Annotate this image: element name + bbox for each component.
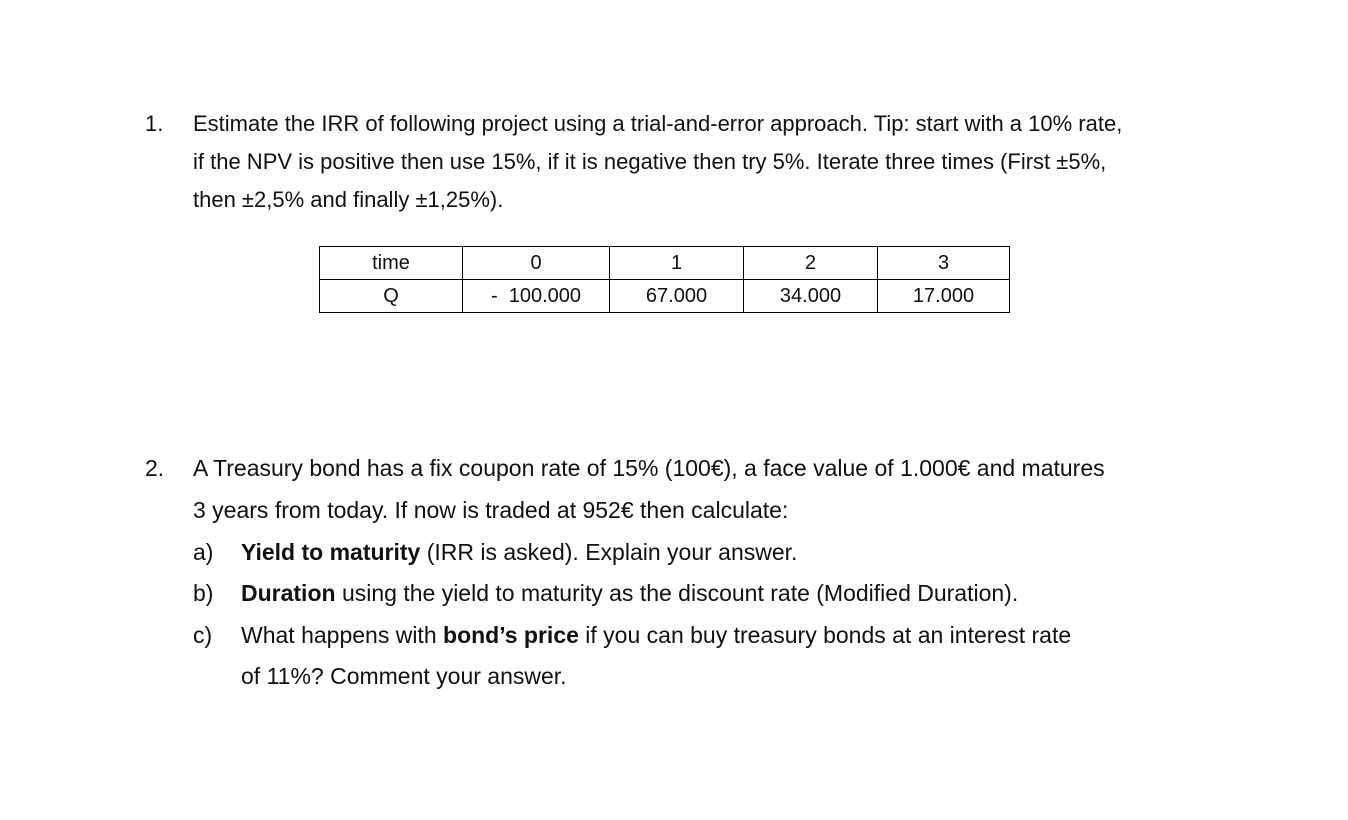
table-cell: - 100.000	[463, 280, 610, 313]
subquestion-c-line-2: of 11%? Comment your answer.	[241, 663, 567, 689]
subquestion-b-label: b)	[193, 580, 214, 606]
table-row-q	[320, 280, 1010, 313]
question-1-line-1: Estimate the IRR of following project using a trial-and-error approach. Tip: start with a 10% rate,	[193, 111, 1123, 136]
subquestion-a-text	[241, 539, 797, 566]
subquestion-a-bold: Yield to maturity	[241, 539, 421, 565]
table-cell: 0	[463, 247, 610, 280]
table-cell: 17.000	[878, 280, 1010, 313]
subquestion-a-label: a)	[193, 539, 214, 565]
subquestion-c-rest: if you can buy treasury bonds at an interest rate	[578, 622, 1072, 648]
subquestion-a-rest: (IRR is asked). Explain your answer.	[420, 539, 798, 565]
cash-flow-table	[319, 246, 1010, 313]
table-cell: Q	[320, 280, 463, 313]
subquestion-c-text	[241, 622, 1071, 649]
question-1-number: 1.	[145, 111, 164, 136]
question-2-number: 2.	[145, 455, 165, 481]
subquestion-b-bold: Duration	[241, 580, 336, 606]
question-1-line-2: if the NPV is positive then use 15%, if it is negative then try 5%. Iterate three times (First ±5%,	[193, 149, 1107, 174]
table-cell: 1	[610, 247, 744, 280]
question-2-line-2: 3 years from today. If now is traded at 952€ then calculate:	[193, 497, 789, 523]
question-2-line-1: A Treasury bond has a fix coupon rate of 15% (100€), a face value of 1.000€ and matures	[193, 455, 1105, 481]
table-row-time	[320, 247, 1010, 280]
subquestion-b-rest: using the yield to maturity as the discount rate (Modified Duration).	[335, 580, 1019, 606]
question-1-line-3: then ±2,5% and finally ±1,25%).	[193, 187, 504, 212]
table-cell: time	[320, 247, 463, 280]
table-cell: 3	[878, 247, 1010, 280]
subquestion-c-bold: bond’s price	[443, 622, 579, 648]
subquestion-c-pre: What happens with	[241, 622, 444, 648]
subquestion-b-text	[241, 580, 1018, 607]
table-cell: 34.000	[744, 280, 878, 313]
table-cell: 2	[744, 247, 878, 280]
table-cell: 67.000	[610, 280, 744, 313]
subquestion-c-label: c)	[193, 622, 213, 648]
